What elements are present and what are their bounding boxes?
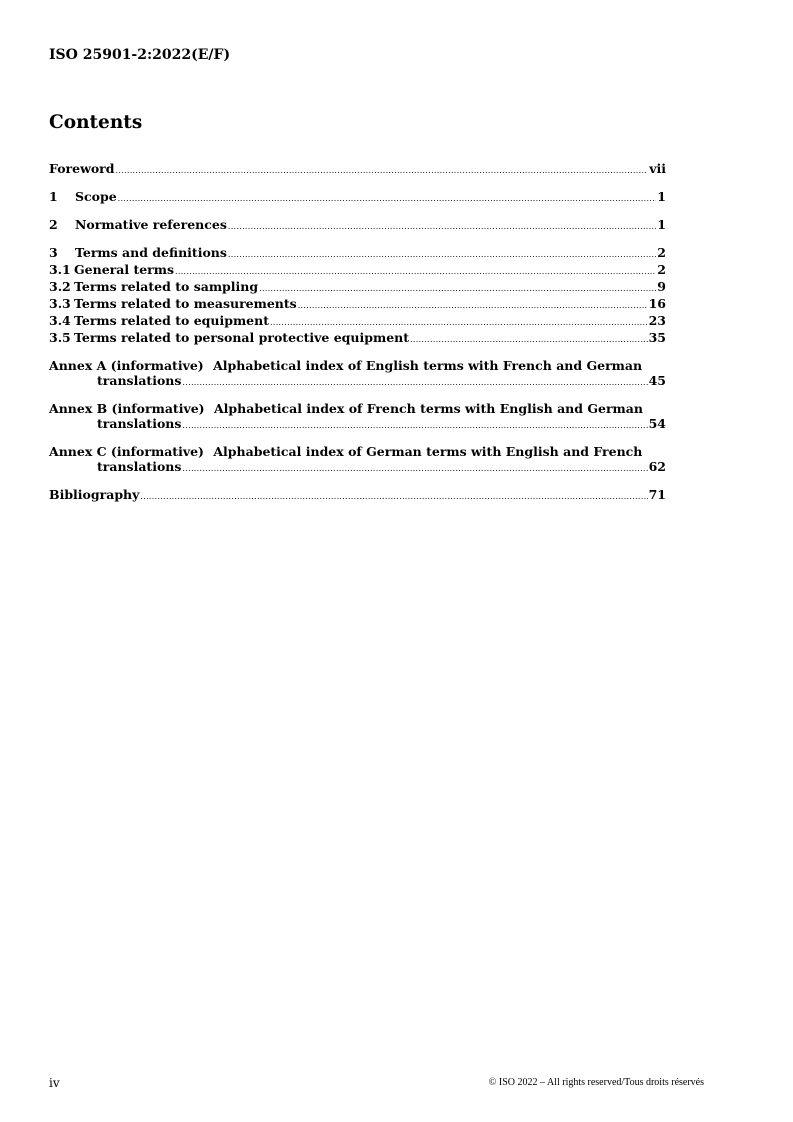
toc-entry-equipment[interactable] [49,313,666,330]
dot-leader [182,418,647,433]
dot-leader [182,461,647,476]
toc-entry-number: 3.5 [49,330,71,345]
toc-entry-page: 2 [657,262,666,277]
toc-entry-title: Terms related to personal protective equipment [74,330,410,345]
dot-leader [118,191,657,206]
toc-entry-page: 54 [648,416,666,431]
annex-title-continued: translations [97,373,182,388]
toc-annex-b[interactable] [49,401,666,433]
toc-entry-bibliography[interactable] [49,487,666,504]
toc-entry-measurements[interactable] [49,296,666,313]
annex-label: Annex B (informative) [49,401,205,416]
toc-entry-number: 3.4 [49,313,71,328]
toc-annex-c[interactable] [49,444,666,476]
dot-leader [228,247,656,262]
annex-title: Alphabetical index of German terms with English and French [213,444,643,459]
toc-entry-title: Normative references [75,217,227,232]
toc-entry-general-terms[interactable] [49,262,666,279]
toc-entry-number: 3.2 [49,279,71,294]
dot-leader [259,281,656,296]
toc-entry-number: 3 [49,245,58,260]
toc-entry-page: vii [649,161,666,176]
toc-entry-page: 1 [657,217,666,232]
toc-entry-page: 62 [648,459,666,474]
toc-entry-title: Foreword [49,161,115,176]
dot-leader [175,264,656,279]
annex-label: Annex A (informative) [49,358,204,373]
copyright-notice: © ISO 2022 – All rights reserved/Tous droits réservés [488,1077,704,1088]
document-id: ISO 25901-2:2022(E/F) [49,47,231,63]
toc-entry-title: Terms related to sampling [74,279,259,294]
annex-title: Alphabetical index of French terms with English and German [213,401,643,416]
toc-entry-number: 3.1 [49,262,71,277]
toc-entry-page: 16 [648,296,666,311]
contents-heading: Contents [49,112,143,133]
toc-entry-title: Terms related to measurements [74,296,297,311]
toc-entry-page: 71 [648,487,666,502]
annex-title-continued: translations [97,416,182,431]
dot-leader [270,315,648,330]
toc-entry-foreword[interactable] [49,161,666,178]
toc-entry-ppe[interactable] [49,330,666,347]
dot-leader [116,163,649,178]
dot-leader [410,332,648,347]
dot-leader [140,489,647,504]
toc-entry-number: 2 [49,217,58,232]
toc-entry-page: 2 [657,245,666,260]
toc-entry-normative-references[interactable] [49,217,666,234]
table-of-contents [49,161,666,504]
dot-leader [298,298,648,313]
page-number: iv [49,1076,60,1090]
toc-entry-page: 23 [648,313,666,328]
toc-entry-page: 45 [648,373,666,388]
toc-entry-sampling[interactable] [49,279,666,296]
toc-entry-number: 1 [49,189,58,204]
toc-entry-title: Bibliography [49,487,140,502]
annex-title-continued: translations [97,459,182,474]
toc-entry-title: Terms related to equipment [74,313,270,328]
toc-entry-number: 3.3 [49,296,71,311]
annex-title: Alphabetical index of English terms with French and German [213,358,643,373]
toc-entry-scope[interactable] [49,189,666,206]
toc-entry-title: Terms and definitions [75,245,227,260]
toc-entry-terms-and-definitions[interactable] [49,245,666,262]
toc-entry-page: 9 [657,279,666,294]
dot-leader [228,219,656,234]
toc-entry-page: 1 [657,189,666,204]
toc-annex-a[interactable] [49,358,666,390]
toc-entry-page: 35 [648,330,666,345]
toc-entry-title: General terms [74,262,175,277]
toc-entry-title: Scope [75,189,117,204]
dot-leader [182,375,647,390]
annex-label: Annex C (informative) [49,444,204,459]
